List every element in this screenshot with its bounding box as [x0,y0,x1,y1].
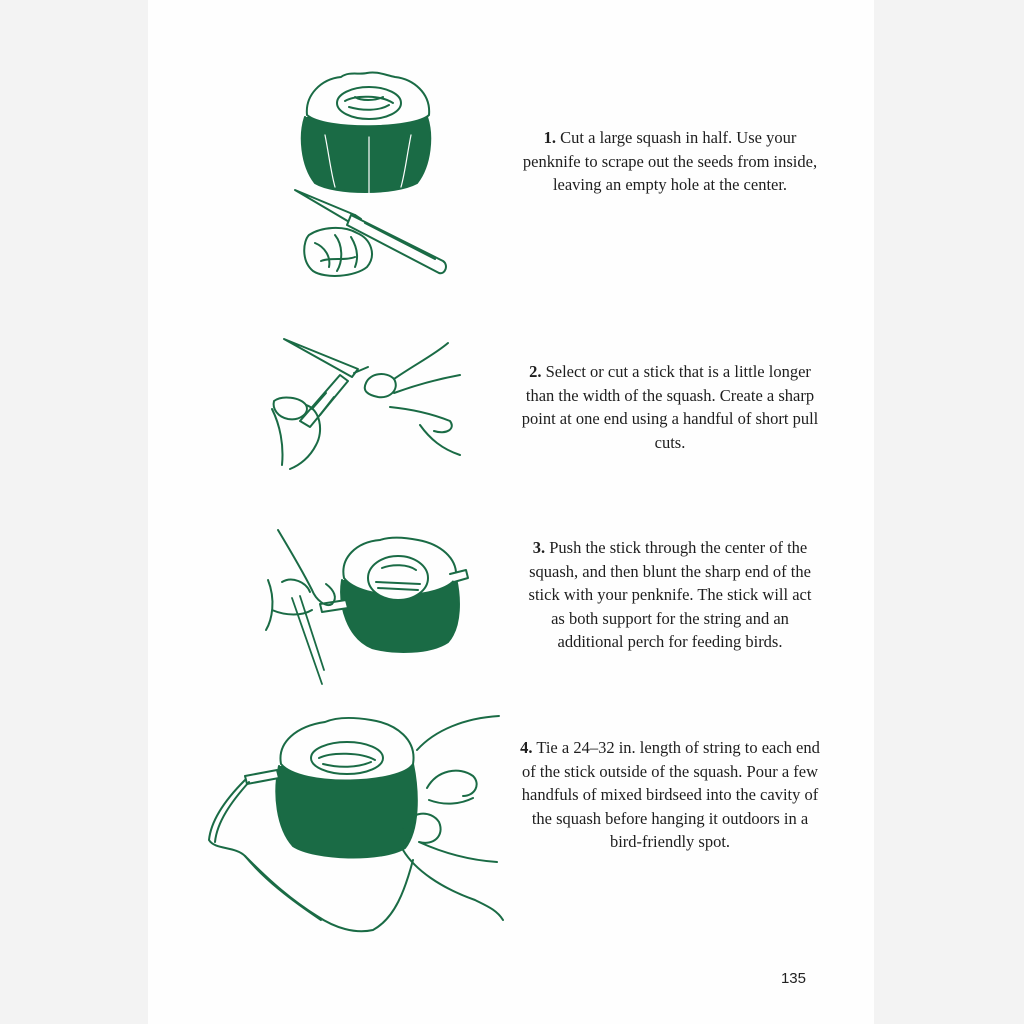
step-number: 2. [529,362,542,381]
step-text: Push the stick through the center of the squash, and then blunt the sharp end of the stick with your penknife. The stick will act as both support for the string and an additional perch for feeding birds. [528,538,812,651]
step-number: 3. [532,538,546,557]
step-1-instruction [520,126,820,197]
carving-stick-illustration [270,335,470,470]
step-text: Tie a 24–32 in. length of string to each end of the stick outside of the squash. Pour a few handfuls of mixed birdseed into the cavity of the squash before hanging it outdoors in a bird-friendly spot. [521,738,820,851]
stick-through-squash-illustration [262,520,472,685]
step-3-instruction [520,536,820,654]
page-number: 135 [780,970,806,987]
step-text: Cut a large squash in half. Use your penknife to scrape out the seeds from inside, leaving an empty hole at the center. [522,128,818,194]
step-4-instruction [520,736,820,854]
squash-cut-illustration [285,65,465,290]
step-number: 1. [543,128,557,147]
step-text: Select or cut a stick that is a little longer than the width of the squash. Create a sharp point at one end using a handful of short pull cuts. [521,362,819,452]
step-2-instruction [520,360,820,454]
step-number: 4. [520,738,533,757]
tying-string-illustration [205,710,505,950]
